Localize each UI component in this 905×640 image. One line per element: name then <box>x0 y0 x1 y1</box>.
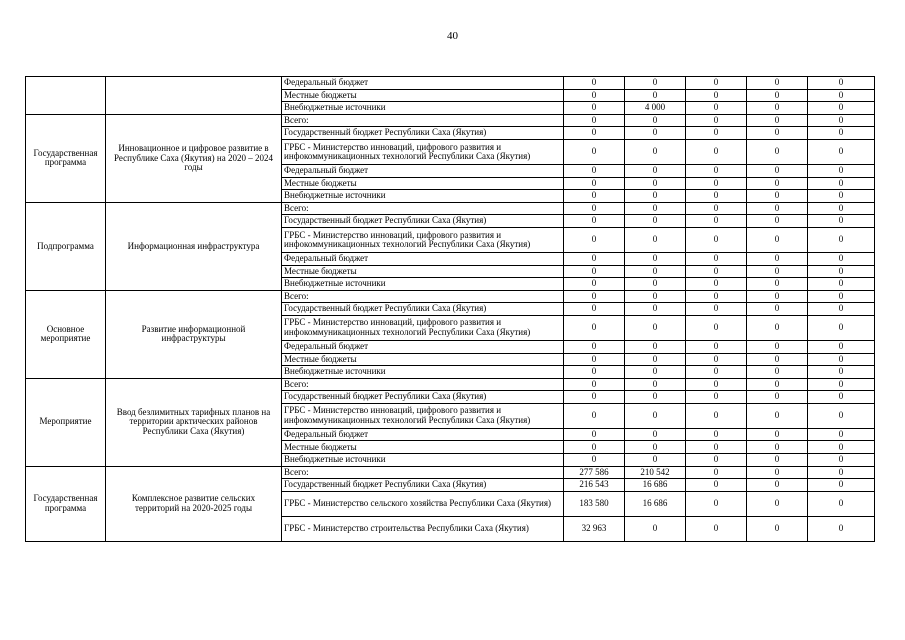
amount-cell: 0 <box>564 391 625 404</box>
funding-source-cell: Местные бюджеты <box>282 441 564 454</box>
amount-cell: 0 <box>564 303 625 316</box>
amount-cell: 0 <box>808 127 875 140</box>
amount-cell: 0 <box>625 516 686 541</box>
amount-cell: 0 <box>747 164 808 177</box>
activity-type-cell: Основное мероприятие <box>26 290 106 378</box>
amount-cell: 0 <box>747 202 808 215</box>
funding-source-cell: Внебюджетные источники <box>282 102 564 115</box>
amount-cell: 0 <box>747 391 808 404</box>
amount-cell: 0 <box>808 428 875 441</box>
amount-cell: 0 <box>747 215 808 228</box>
amount-cell: 0 <box>564 202 625 215</box>
amount-cell: 0 <box>808 290 875 303</box>
activity-name-cell: Инновационное и цифровое развитие в Республике Саха (Якутия) на 2020 – 2024 годы <box>106 114 282 202</box>
amount-cell: 0 <box>747 303 808 316</box>
amount-cell: 0 <box>808 102 875 115</box>
amount-cell: 0 <box>808 303 875 316</box>
amount-cell: 0 <box>625 391 686 404</box>
amount-cell: 0 <box>808 202 875 215</box>
amount-cell: 0 <box>808 454 875 467</box>
amount-cell: 0 <box>808 378 875 391</box>
amount-cell: 0 <box>686 290 747 303</box>
funding-source-cell: Внебюджетные источники <box>282 278 564 291</box>
page-number: 40 <box>447 30 458 42</box>
amount-cell: 0 <box>808 77 875 90</box>
table-row <box>26 77 875 90</box>
amount-cell: 0 <box>686 227 747 252</box>
amount-cell: 16 686 <box>625 479 686 492</box>
funding-source-cell: Всего: <box>282 290 564 303</box>
amount-cell: 0 <box>625 315 686 340</box>
amount-cell: 0 <box>564 378 625 391</box>
amount-cell: 0 <box>686 215 747 228</box>
amount-cell: 0 <box>747 177 808 190</box>
funding-source-cell: Всего: <box>282 114 564 127</box>
amount-cell: 0 <box>808 353 875 366</box>
amount-cell: 0 <box>747 466 808 479</box>
amount-cell: 0 <box>747 378 808 391</box>
activity-name-cell: Информационная инфраструктура <box>106 202 282 290</box>
amount-cell: 0 <box>686 353 747 366</box>
funding-source-cell: Государственный бюджет Республики Саха (Якутия) <box>282 391 564 404</box>
funding-source-cell: Местные бюджеты <box>282 89 564 102</box>
amount-cell: 0 <box>564 340 625 353</box>
amount-cell: 0 <box>625 366 686 379</box>
amount-cell: 0 <box>625 227 686 252</box>
amount-cell: 0 <box>808 177 875 190</box>
amount-cell: 0 <box>808 441 875 454</box>
funding-source-cell: Всего: <box>282 202 564 215</box>
table-row <box>26 378 875 391</box>
amount-cell: 0 <box>564 315 625 340</box>
amount-cell: 0 <box>686 479 747 492</box>
funding-source-cell: Внебюджетные источники <box>282 366 564 379</box>
amount-cell: 0 <box>747 265 808 278</box>
amount-cell: 0 <box>747 479 808 492</box>
amount-cell: 0 <box>564 102 625 115</box>
amount-cell: 0 <box>808 315 875 340</box>
amount-cell: 0 <box>747 340 808 353</box>
amount-cell: 0 <box>564 164 625 177</box>
amount-cell: 0 <box>747 190 808 203</box>
funding-source-cell: Внебюджетные источники <box>282 190 564 203</box>
amount-cell: 0 <box>625 77 686 90</box>
funding-source-cell: ГРБС - Министерство инноваций, цифрового развития и инфокоммуникационных технологий Республики Саха (Якутия) <box>282 139 564 164</box>
amount-cell: 277 586 <box>564 466 625 479</box>
funding-source-cell: Федеральный бюджет <box>282 252 564 265</box>
amount-cell: 0 <box>747 353 808 366</box>
amount-cell: 0 <box>625 290 686 303</box>
amount-cell: 0 <box>747 139 808 164</box>
amount-cell: 0 <box>808 139 875 164</box>
amount-cell: 0 <box>625 164 686 177</box>
table-body <box>26 77 875 542</box>
amount-cell: 0 <box>564 454 625 467</box>
amount-cell: 0 <box>808 403 875 428</box>
funding-source-cell: ГРБС - Министерство строительства Республики Саха (Якутия) <box>282 516 564 541</box>
amount-cell: 0 <box>564 127 625 140</box>
amount-cell: 0 <box>808 491 875 516</box>
amount-cell: 0 <box>686 315 747 340</box>
amount-cell: 210 542 <box>625 466 686 479</box>
amount-cell: 0 <box>686 278 747 291</box>
amount-cell: 0 <box>747 227 808 252</box>
amount-cell: 0 <box>625 340 686 353</box>
funding-source-cell: Государственный бюджет Республики Саха (Якутия) <box>282 127 564 140</box>
amount-cell: 0 <box>686 265 747 278</box>
funding-source-cell: Всего: <box>282 378 564 391</box>
amount-cell: 0 <box>564 77 625 90</box>
amount-cell: 0 <box>808 265 875 278</box>
activity-type-cell: Мероприятие <box>26 378 106 466</box>
amount-cell: 0 <box>747 491 808 516</box>
funding-source-cell: Федеральный бюджет <box>282 77 564 90</box>
amount-cell: 0 <box>564 190 625 203</box>
amount-cell: 0 <box>747 290 808 303</box>
activity-name-cell <box>106 77 282 115</box>
amount-cell: 0 <box>564 252 625 265</box>
funding-source-cell: ГРБС - Министерство инноваций, цифрового развития и инфокоммуникационных технологий Республики Саха (Якутия) <box>282 227 564 252</box>
amount-cell: 32 963 <box>564 516 625 541</box>
amount-cell: 0 <box>564 227 625 252</box>
amount-cell: 0 <box>625 114 686 127</box>
amount-cell: 0 <box>686 441 747 454</box>
amount-cell: 0 <box>686 77 747 90</box>
funding-source-cell: Государственный бюджет Республики Саха (Якутия) <box>282 303 564 316</box>
amount-cell: 0 <box>808 190 875 203</box>
amount-cell: 0 <box>564 290 625 303</box>
amount-cell: 0 <box>625 190 686 203</box>
amount-cell: 183 580 <box>564 491 625 516</box>
amount-cell: 0 <box>686 202 747 215</box>
funding-source-cell: Федеральный бюджет <box>282 340 564 353</box>
amount-cell: 0 <box>747 441 808 454</box>
funding-source-cell: Внебюджетные источники <box>282 454 564 467</box>
funding-source-cell: Местные бюджеты <box>282 353 564 366</box>
table-row <box>26 202 875 215</box>
amount-cell: 0 <box>625 303 686 316</box>
table-row <box>26 290 875 303</box>
funding-source-cell: ГРБС - Министерство инноваций, цифрового развития и инфокоммуникационных технологий Республики Саха (Якутия) <box>282 315 564 340</box>
amount-cell: 0 <box>686 391 747 404</box>
funding-source-cell: Местные бюджеты <box>282 265 564 278</box>
activity-name-cell: Ввод безлимитных тарифных планов на территории арктических районов Республики Саха (Якутия) <box>106 378 282 466</box>
amount-cell: 0 <box>625 403 686 428</box>
funding-source-cell: Местные бюджеты <box>282 177 564 190</box>
amount-cell: 0 <box>564 114 625 127</box>
amount-cell: 0 <box>747 252 808 265</box>
amount-cell: 0 <box>686 403 747 428</box>
amount-cell: 0 <box>808 89 875 102</box>
funding-source-cell: ГРБС - Министерство инноваций, цифрового развития и инфокоммуникационных технологий Республики Саха (Якутия) <box>282 403 564 428</box>
funding-source-cell: Федеральный бюджет <box>282 164 564 177</box>
amount-cell: 0 <box>564 441 625 454</box>
activity-type-cell <box>26 77 106 115</box>
amount-cell: 0 <box>686 303 747 316</box>
amount-cell: 0 <box>564 265 625 278</box>
amount-cell: 0 <box>747 77 808 90</box>
amount-cell: 0 <box>625 89 686 102</box>
amount-cell: 0 <box>564 278 625 291</box>
amount-cell: 0 <box>686 114 747 127</box>
amount-cell: 0 <box>625 265 686 278</box>
amount-cell: 0 <box>686 190 747 203</box>
amount-cell: 0 <box>686 491 747 516</box>
amount-cell: 0 <box>686 366 747 379</box>
amount-cell: 0 <box>808 215 875 228</box>
amount-cell: 0 <box>747 454 808 467</box>
amount-cell: 0 <box>808 516 875 541</box>
amount-cell: 0 <box>747 102 808 115</box>
amount-cell: 0 <box>747 114 808 127</box>
amount-cell: 0 <box>625 215 686 228</box>
amount-cell: 0 <box>808 227 875 252</box>
amount-cell: 16 686 <box>625 491 686 516</box>
amount-cell: 0 <box>686 177 747 190</box>
amount-cell: 0 <box>747 127 808 140</box>
amount-cell: 0 <box>625 353 686 366</box>
amount-cell: 0 <box>564 139 625 164</box>
amount-cell: 0 <box>625 278 686 291</box>
amount-cell: 0 <box>686 516 747 541</box>
amount-cell: 0 <box>808 479 875 492</box>
amount-cell: 0 <box>808 391 875 404</box>
amount-cell: 0 <box>625 454 686 467</box>
activity-type-cell: Подпрограмма <box>26 202 106 290</box>
amount-cell: 0 <box>625 202 686 215</box>
amount-cell: 0 <box>686 454 747 467</box>
amount-cell: 0 <box>808 252 875 265</box>
amount-cell: 0 <box>564 403 625 428</box>
amount-cell: 0 <box>625 428 686 441</box>
amount-cell: 4 000 <box>625 102 686 115</box>
amount-cell: 216 543 <box>564 479 625 492</box>
activity-type-cell: Государственная программа <box>26 114 106 202</box>
amount-cell: 0 <box>808 164 875 177</box>
amount-cell: 0 <box>686 139 747 164</box>
amount-cell: 0 <box>686 252 747 265</box>
amount-cell: 0 <box>747 315 808 340</box>
amount-cell: 0 <box>808 278 875 291</box>
funding-source-cell: Государственный бюджет Республики Саха (Якутия) <box>282 479 564 492</box>
amount-cell: 0 <box>747 403 808 428</box>
amount-cell: 0 <box>686 378 747 391</box>
funding-source-cell: Всего: <box>282 466 564 479</box>
amount-cell: 0 <box>686 466 747 479</box>
amount-cell: 0 <box>808 340 875 353</box>
amount-cell: 0 <box>686 127 747 140</box>
amount-cell: 0 <box>625 139 686 164</box>
amount-cell: 0 <box>564 366 625 379</box>
amount-cell: 0 <box>686 164 747 177</box>
activity-type-cell: Государственная программа <box>26 466 106 541</box>
amount-cell: 0 <box>686 340 747 353</box>
amount-cell: 0 <box>625 127 686 140</box>
amount-cell: 0 <box>808 366 875 379</box>
amount-cell: 0 <box>564 177 625 190</box>
amount-cell: 0 <box>625 252 686 265</box>
amount-cell: 0 <box>747 428 808 441</box>
table-row <box>26 466 875 479</box>
amount-cell: 0 <box>747 516 808 541</box>
amount-cell: 0 <box>686 102 747 115</box>
amount-cell: 0 <box>564 428 625 441</box>
table-row <box>26 114 875 127</box>
amount-cell: 0 <box>747 366 808 379</box>
amount-cell: 0 <box>747 278 808 291</box>
amount-cell: 0 <box>564 89 625 102</box>
activity-name-cell: Развитие информационной инфраструктуры <box>106 290 282 378</box>
amount-cell: 0 <box>686 428 747 441</box>
amount-cell: 0 <box>625 177 686 190</box>
amount-cell: 0 <box>625 378 686 391</box>
activity-name-cell: Комплексное развитие сельских территорий на 2020-2025 годы <box>106 466 282 541</box>
budget-table <box>25 76 875 542</box>
amount-cell: 0 <box>686 89 747 102</box>
funding-source-cell: Государственный бюджет Республики Саха (Якутия) <box>282 215 564 228</box>
funding-source-cell: Федеральный бюджет <box>282 428 564 441</box>
amount-cell: 0 <box>808 114 875 127</box>
amount-cell: 0 <box>564 353 625 366</box>
amount-cell: 0 <box>747 89 808 102</box>
amount-cell: 0 <box>625 441 686 454</box>
amount-cell: 0 <box>564 215 625 228</box>
amount-cell: 0 <box>808 466 875 479</box>
funding-source-cell: ГРБС - Министерство сельского хозяйства Республики Саха (Якутия) <box>282 491 564 516</box>
